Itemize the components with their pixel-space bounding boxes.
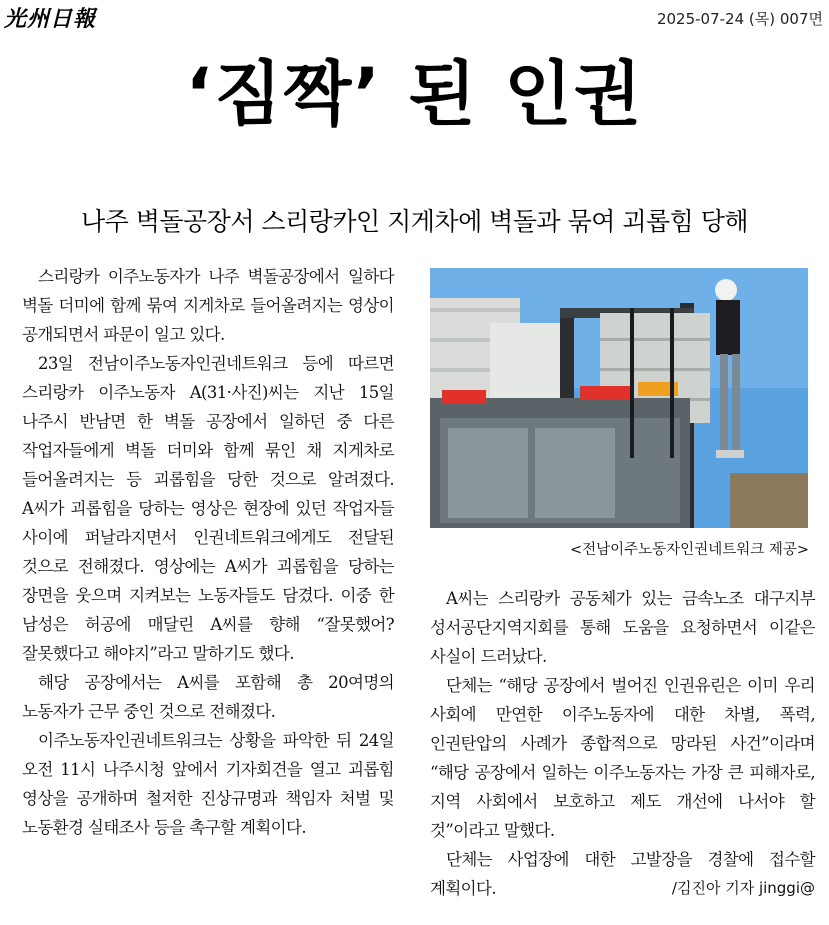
body-paragraph: A씨는 스리랑카 공동체가 있는 금속노조 대구지부 성서공단지역지회를 통해 도움을 요청하면서 이같은 사실이 드러났다. <box>430 589 815 666</box>
news-photo <box>430 268 808 528</box>
forklift-photo-illustration <box>430 268 808 528</box>
article-column-right <box>430 584 815 903</box>
headline: ‘짐짝’ 된 인권 <box>185 53 644 135</box>
photo-caption: <전남이주노동자인권네트워크 제공> <box>569 542 809 558</box>
body-paragraph: 단체는 “해당 공장에서 벌어진 인권유린은 이미 우리 사회에 만연한 이주노동자에 대한 차별, 폭력, 인권탄압의 사례가 종합적으로 망라된 사건”이라며 “해당 공장에서 일하는 이주노동자는 가장 큰 피해자로, 지역 사회에서 보호하고 제도 개선에 나서야 할 것”이라고 말했다. <box>430 676 815 840</box>
article-column-left <box>22 262 394 842</box>
body-paragraph: 이주노동자인권네트워크는 상황을 파악한 뒤 24일 오전 11시 나주시청 앞에서 기자회견을 열고 괴롭힘 영상을 공개하며 철저한 진상규명과 책임자 처벌 및 노동환경 실태조사 등을 촉구할 계획이다. <box>22 731 394 837</box>
body-paragraph: 해당 공장에서는 A씨를 포함해 총 20여명의 노동자가 근무 중인 것으로 전해졌다. <box>22 673 394 721</box>
byline: /김진아 기자 jinggi@ <box>671 879 815 897</box>
dateline: 2025-07-24 (목) 007면 <box>656 10 823 28</box>
subheadline: 나주 벽돌공장서 스리랑카인 지게차에 벽돌과 묶여 괴롭힘 당해 <box>80 207 749 236</box>
newspaper-logo: 光州日報 <box>4 6 97 32</box>
body-paragraph: 스리랑카 이주노동자가 나주 벽돌공장에서 일하다 벽돌 더미에 함께 묶여 지게차로 들어올려지는 영상이 공개되면서 파문이 일고 있다. <box>22 267 394 344</box>
body-paragraph: 단체는 사업장에 대한 고발장을 경찰에 접수할 계획이다. <box>430 850 815 898</box>
body-paragraph: 23일 전남이주노동자인권네트워크 등에 따르면 스리랑카 이주노동자 A(31·사진)씨는 지난 15일 나주시 반남면 한 벽돌 공장에서 일하던 중 다른 작업자들에게 벽돌 더미와 함께 묶인 채 지게차로 들어올려지는 등 괴롭힘을 당한 것으로 알려졌다. A씨가 괴롭힘을 당하는 영상은 현장에 있던 작업자들 사이에 퍼날라지면서 인권네트워크에게도 전달된 것으로 전해졌다. 영상에는 A씨가 괴롭힘을 당하는 장면을 웃으며 지켜보는 노동자들도 담겼다. 이중 한 남성은 허공에 매달린 A씨를 향해 “잘못했어? 잘못했다고 해야지”라고 말하기도 했다. <box>22 354 394 663</box>
masthead <box>0 0 829 34</box>
